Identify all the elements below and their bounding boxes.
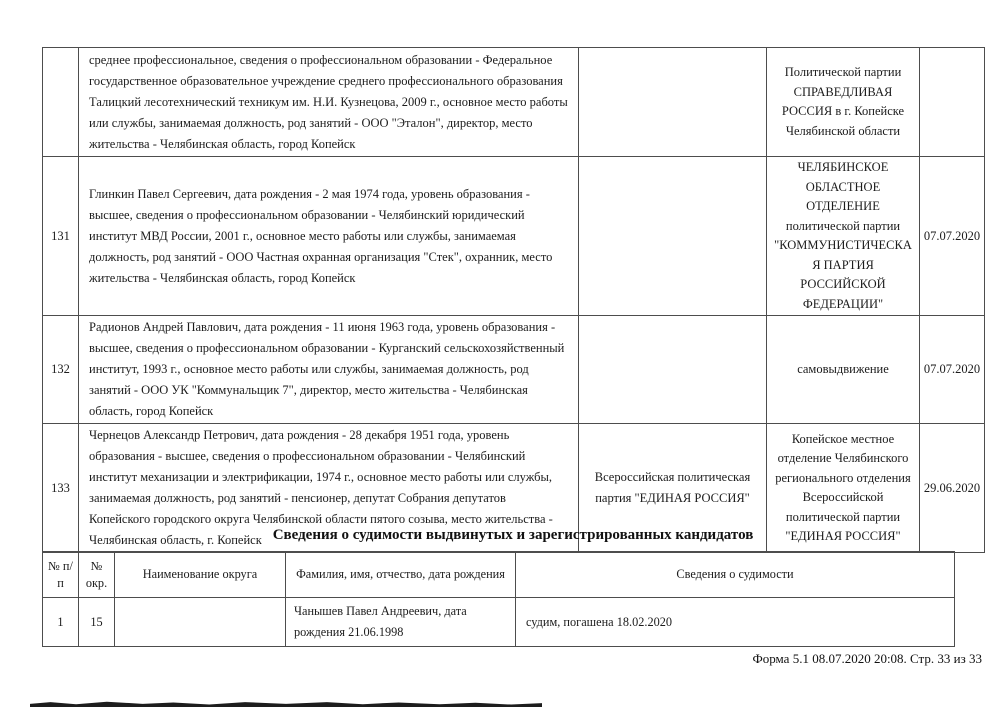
section-title: Сведения о судимости выдвинутых и зарегистрированных кандидатов [272,527,754,543]
candidate-number-cell: 131 [43,157,79,316]
full-name-cell: Чанышев Павел Андреевич, дата рождения 21.06.1998 [286,598,516,647]
col-header-row-number: № п/п [43,552,79,598]
candidate-row-continuation [43,48,985,157]
convictions-header-row [43,552,955,598]
candidates-table [42,47,985,553]
col-header-full-name: Фамилия, имя, отчество, дата рождения [286,552,516,598]
convictions-table [42,551,955,647]
registration-date-cell: 29.06.2020 [920,424,985,553]
candidate-row-131 [43,157,985,316]
nominating-party-cell: Всероссийская политическая партия "ЕДИНАЯ РОССИЯ" [579,424,767,553]
candidate-number-cell: 133 [43,424,79,553]
candidate-number-cell [43,48,79,157]
candidate-info-cell: среднее профессиональное, сведения о профессиональном образовании - Федеральное государственное образовательное учреждение среднего профессионального образования Талицкий лесотехнический техникум им. Н.И. Кузнецова, 2009 г., основное место работы или службы, занимаемая должность, род занятий - ООО "Эталон", директор, место жительства - Челябинская область, город Копейск [79,48,579,157]
party-unit-cell: Политической партии СПРАВЕДЛИВАЯ РОССИЯ в г. Копейске Челябинской области [767,48,920,157]
district-num-cell: 15 [79,598,115,647]
nominating-party-cell [579,157,767,316]
district-name-cell [115,598,286,647]
nominating-party-cell [579,48,767,157]
candidate-row-132 [43,316,985,424]
col-header-conviction: Сведения о судимости [516,552,955,598]
candidate-info-cell: Чернецов Александр Петрович, дата рождения - 28 декабря 1951 года, уровень образования - высшее, сведения о профессиональном образовании - Челябинский институт механизации и электрификации, 1974 г., основное место работы или службы, занимаемая должность, род занятий - пенсионер, депутат Собрания депутатов Копейского городского округа Челябинской области пятого созыва, место жительства - Челябинская область, г. Копейск [79,424,579,553]
conviction-row [43,598,955,647]
registration-date-cell [920,48,985,157]
scan-artifact [30,700,542,707]
page-footer: Форма 5.1 08.07.2020 20:08. Стр. 33 из 33 [752,651,982,666]
col-header-district-num: № окр. [79,552,115,598]
conviction-cell: судим, погашена 18.02.2020 [516,598,955,647]
party-unit-cell: ЧЕЛЯБИНСКОЕ ОБЛАСТНОЕ ОТДЕЛЕНИЕ политической партии "КОММУНИСТИЧЕСКАЯ ПАРТИЯ РОССИЙСКОЙ ФЕДЕРАЦИИ" [767,157,920,316]
candidate-info-cell: Радионов Андрей Павлович, дата рождения - 11 июня 1963 года, уровень образования - высшее, сведения о профессиональном образовании - Курганский сельскохозяйственный институт, 1993 г., основное место работы или службы, занимаемая должность, род занятий - ООО УК "Коммунальщик 7", директор, место жительства - Челябинская область, город Копейск [79,316,579,424]
registration-date-cell: 07.07.2020 [920,316,985,424]
row-number-cell: 1 [43,598,79,647]
party-unit-cell: Копейское местное отделение Челябинского регионального отделения Всероссийской политической партии "ЕДИНАЯ РОССИЯ" [767,424,920,553]
col-header-district-name: Наименование округа [115,552,286,598]
candidate-number-cell: 132 [43,316,79,424]
candidate-info-cell: Глинкин Павел Сергеевич, дата рождения - 2 мая 1974 года, уровень образования - высшее, сведения о профессиональном образовании - Челябинский юридический институт МВД России, 2001 г., основное место работы или службы, занимаемая должность, род занятий - ООО Частная охранная организация "Стек", охранник, место жительства - Челябинская область, город Копейск [79,157,579,316]
registration-date-cell: 07.07.2020 [920,157,985,316]
nominating-party-cell [579,316,767,424]
party-unit-cell: самовыдвижение [767,316,920,424]
